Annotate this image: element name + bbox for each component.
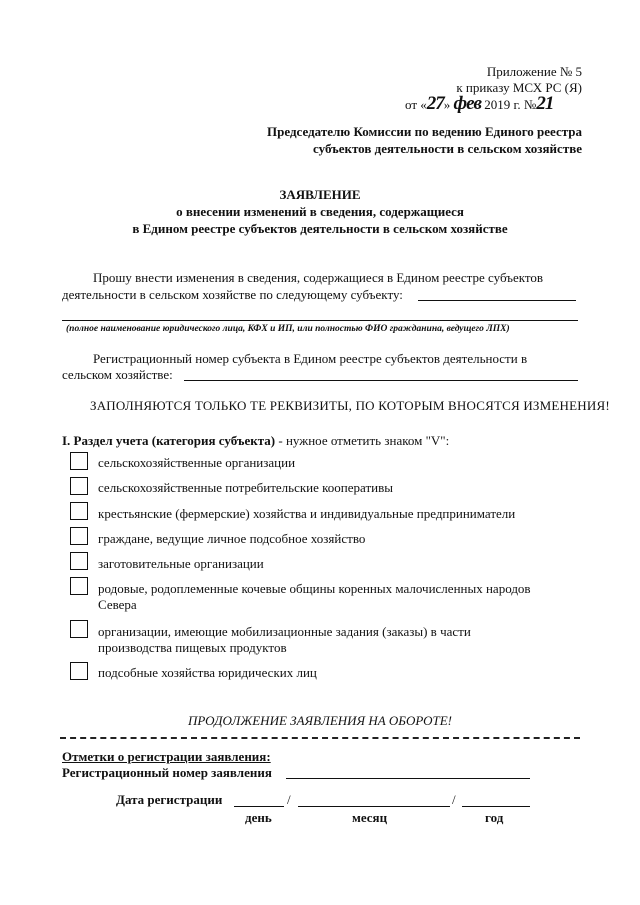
- addressee-line-1: Председателю Комиссии по ведению Единого реестра: [267, 124, 582, 139]
- month-caption: месяц: [352, 810, 388, 825]
- entity-hint: (полное наименование юридического лица, КФХ и ИП, или полностью ФИО гражданина, ведущего ЛПХ): [66, 324, 510, 334]
- option-label-6-line-2: Севера: [98, 597, 137, 612]
- order-number-handwritten: 21: [536, 93, 554, 114]
- section-title: I. Раздел учета (категория субъекта): [62, 433, 276, 448]
- date-month-handwritten: фев: [453, 93, 482, 114]
- appendix-line-2: к приказу МСХ РС (Я): [456, 80, 582, 95]
- day-caption: день: [245, 810, 272, 825]
- option-label-5: заготовительные организации: [98, 556, 264, 571]
- checkbox-consumer-cooperatives[interactable]: [70, 477, 88, 495]
- document-subtitle-1: о внесении изменений в сведения, содержащиеся: [176, 204, 464, 219]
- option-label-7-line-2: производства пищевых продуктов: [98, 640, 287, 655]
- checkbox-mobilization-organizations[interactable]: [70, 620, 88, 638]
- reg-day-field[interactable]: [234, 806, 284, 807]
- appendix-date-line: [405, 93, 595, 114]
- checkbox-procurement-organizations[interactable]: [70, 552, 88, 570]
- checkbox-agricultural-organizations[interactable]: [70, 452, 88, 470]
- office-heading: Отметки о регистрации заявления:: [62, 749, 271, 764]
- reg-number-label: Регистрационный номер заявления: [62, 765, 272, 780]
- reg-year-field[interactable]: [462, 806, 530, 807]
- entity-inline-field[interactable]: [418, 300, 576, 301]
- document-subtitle-2: в Едином реестре субъектов деятельности в сельском хозяйстве: [132, 221, 508, 236]
- continuation-notice: ПРОДОЛЖЕНИЕ ЗАЯВЛЕНИЯ НА ОБОРОТЕ!: [187, 713, 453, 728]
- date-year: 2019 г. №: [481, 97, 537, 112]
- checkbox-indigenous-communities[interactable]: [70, 577, 88, 595]
- registration-line-1: Регистрационный номер субъекта в Едином реестре субъектов деятельности в: [93, 351, 528, 366]
- appendix-line-1: Приложение № 5: [486, 64, 582, 79]
- cut-line: [60, 737, 580, 739]
- entity-name-field[interactable]: [62, 320, 578, 321]
- section-heading: [62, 433, 449, 448]
- date-day-handwritten: 27: [426, 93, 444, 114]
- checkbox-farm-households[interactable]: [70, 502, 88, 520]
- option-label-4: граждане, ведущие личное подсобное хозяйство: [98, 531, 366, 546]
- date-mid: »: [443, 97, 454, 112]
- registration-line-2: сельском хозяйстве:: [62, 367, 173, 382]
- date-separator-2: /: [452, 792, 456, 807]
- checkbox-subsidiary-farms[interactable]: [70, 662, 88, 680]
- option-label-3: крестьянские (фермерские) хозяйства и индивидуальные предприниматели: [98, 506, 516, 521]
- option-label-2: сельскохозяйственные потребительские кооперативы: [98, 480, 393, 495]
- option-label-6-line-1: родовые, родоплеменные кочевые общины коренных малочисленных народов: [98, 581, 531, 596]
- reg-number-field[interactable]: [286, 778, 530, 779]
- section-instruction: - нужное отметить знаком "V":: [275, 433, 450, 448]
- option-label-7-line-1: организации, имеющие мобилизационные задания (заказы) в части: [98, 624, 471, 639]
- addressee-line-2: субъектов деятельности в сельском хозяйстве: [313, 141, 582, 156]
- request-line-2: деятельности в сельском хозяйстве по следующему субъекту:: [62, 287, 403, 302]
- year-caption: год: [485, 810, 504, 825]
- request-line-1: Прошу внести изменения в сведения, содержащиеся в Едином реестре субъектов: [93, 270, 544, 285]
- checkbox-personal-farm-citizens[interactable]: [70, 527, 88, 545]
- registration-number-field[interactable]: [184, 380, 578, 381]
- date-prefix: от «: [405, 97, 427, 112]
- fill-notice: ЗАПОЛНЯЮТСЯ ТОЛЬКО ТЕ РЕКВИЗИТЫ, ПО КОТОРЫМ ВНОСЯТСЯ ИЗМЕНЕНИЯ!: [90, 398, 610, 413]
- date-separator-1: /: [287, 792, 291, 807]
- option-label-1: сельскохозяйственные организации: [98, 455, 296, 470]
- option-label-8: подсобные хозяйства юридических лиц: [98, 665, 317, 680]
- reg-date-label: Дата регистрации: [116, 792, 223, 807]
- document-title: ЗАЯВЛЕНИЕ: [279, 187, 361, 202]
- reg-month-field[interactable]: [298, 806, 450, 807]
